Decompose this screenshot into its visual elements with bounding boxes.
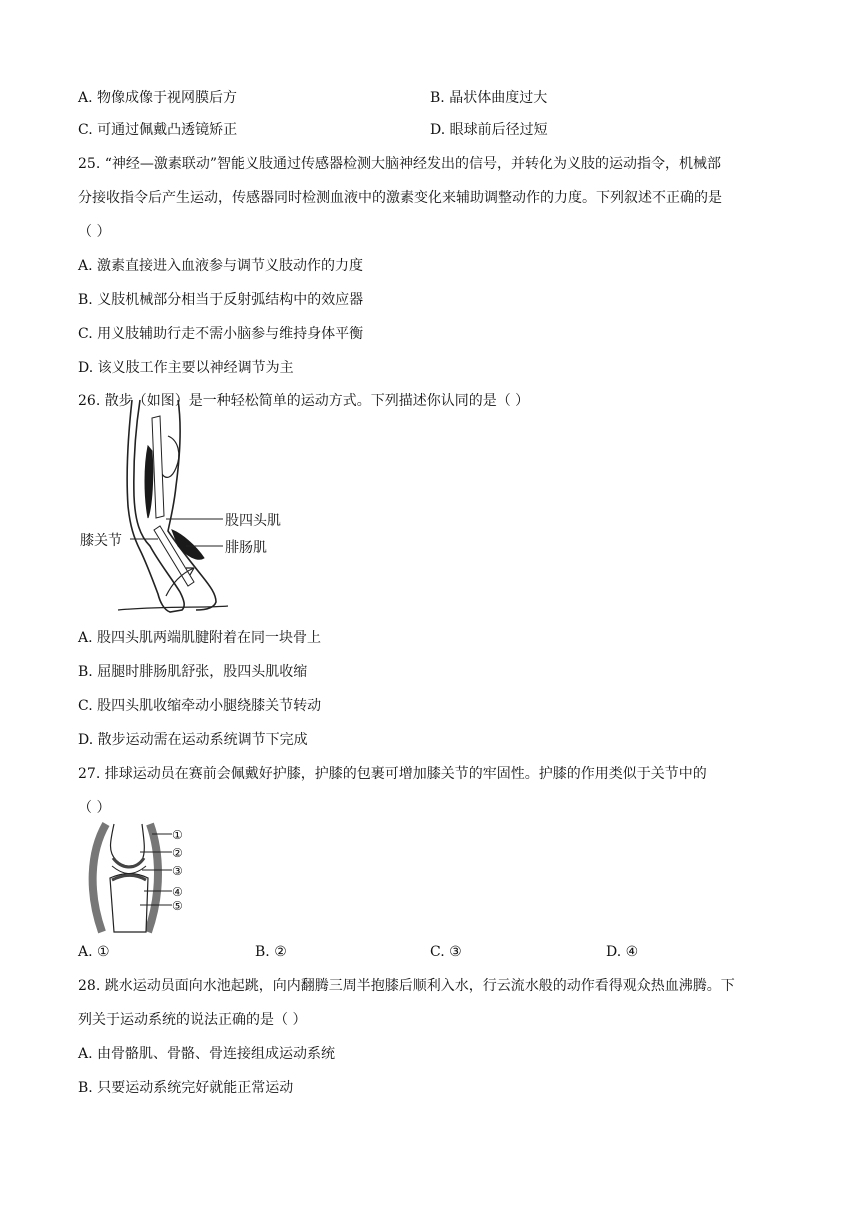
- label-calf-muscle: 腓肠肌: [225, 540, 267, 556]
- q27-stem-line2: （ ）: [78, 800, 111, 816]
- q25-option-d: D. 该义肢工作主要以神经调节为主: [78, 360, 294, 376]
- q26-option-c: C. 股四头肌收缩牵动小腿绕膝关节转动: [78, 698, 322, 714]
- label-knee-joint: 膝关节: [80, 533, 122, 549]
- q27-option-d: D. ④: [606, 944, 639, 960]
- q25-option-b: B. 义肢机械部分相当于反射弧结构中的效应器: [78, 292, 364, 308]
- q24-option-a: A. 物像成像于视网膜后方: [78, 90, 238, 106]
- q28-stem-line2: 列关于运动系统的说法正确的是（ ）: [78, 1012, 307, 1028]
- q28-stem-line1: 28. 跳水运动员面向水池起跳，向内翻腾三周半抱膝后顺利入水，行云流水般的动作看得观众热血沸腾。下: [78, 978, 735, 994]
- q28-option-a: A. 由骨骼肌、骨骼、骨连接组成运动系统: [78, 1046, 336, 1062]
- q24-option-c: C. 可通过佩戴凸透镜矫正: [78, 122, 238, 138]
- q27-option-a: A. ①: [78, 944, 110, 960]
- q27-option-c: C. ③: [430, 944, 462, 960]
- knee-joint-figure: [80, 822, 200, 934]
- label-quadriceps: 股四头肌: [225, 513, 281, 529]
- q25-option-c: C. 用义肢辅助行走不需小脑参与维持身体平衡: [78, 326, 364, 342]
- q25-stem-line3: （ ）: [78, 224, 111, 240]
- q26-option-d: D. 散步运动需在运动系统调节下完成: [78, 732, 308, 748]
- q28-option-b: B. 只要运动系统完好就能正常运动: [78, 1080, 294, 1096]
- label-3: ③: [172, 864, 183, 878]
- q25-option-a: A. 激素直接进入血液参与调节义肢动作的力度: [78, 258, 364, 274]
- label-1: ①: [172, 828, 183, 842]
- q27-stem-line1: 27. 排球运动员在赛前会佩戴好护膝，护膝的包裹可增加膝关节的牢固性。护膝的作用类似于关节中的: [78, 766, 707, 782]
- label-5: ⑤: [172, 899, 183, 913]
- quadriceps-muscle: [145, 446, 153, 518]
- q24-option-b: B. 晶状体曲度过大: [430, 90, 548, 106]
- q26-option-b: B. 屈腿时腓肠肌舒张，股四头肌收缩: [78, 664, 308, 680]
- q27-option-b: B. ②: [255, 944, 287, 960]
- q26-option-a: A. 股四头肌两端肌腱附着在同一块骨上: [78, 630, 322, 646]
- q25-stem-line2: 分接收指令后产生运动，传感器同时检测血液中的激素变化来辅助调整动作的力度。下列叙述不正确的是: [78, 190, 722, 206]
- label-2: ②: [172, 846, 183, 860]
- label-4: ④: [172, 885, 183, 899]
- leg-muscle-figure: [78, 396, 308, 618]
- q26-stem: 26. 散步（如图）是一种轻松简单的运动方式。下列描述你认同的是（ ）: [78, 393, 530, 409]
- q25-stem-line1: 25. “神经—激素联动”智能义肢通过传感器检测大脑神经发出的信号，并转化为义肢的运动指令，机械部: [78, 156, 722, 172]
- q24-option-d: D. 眼球前后径过短: [430, 122, 548, 138]
